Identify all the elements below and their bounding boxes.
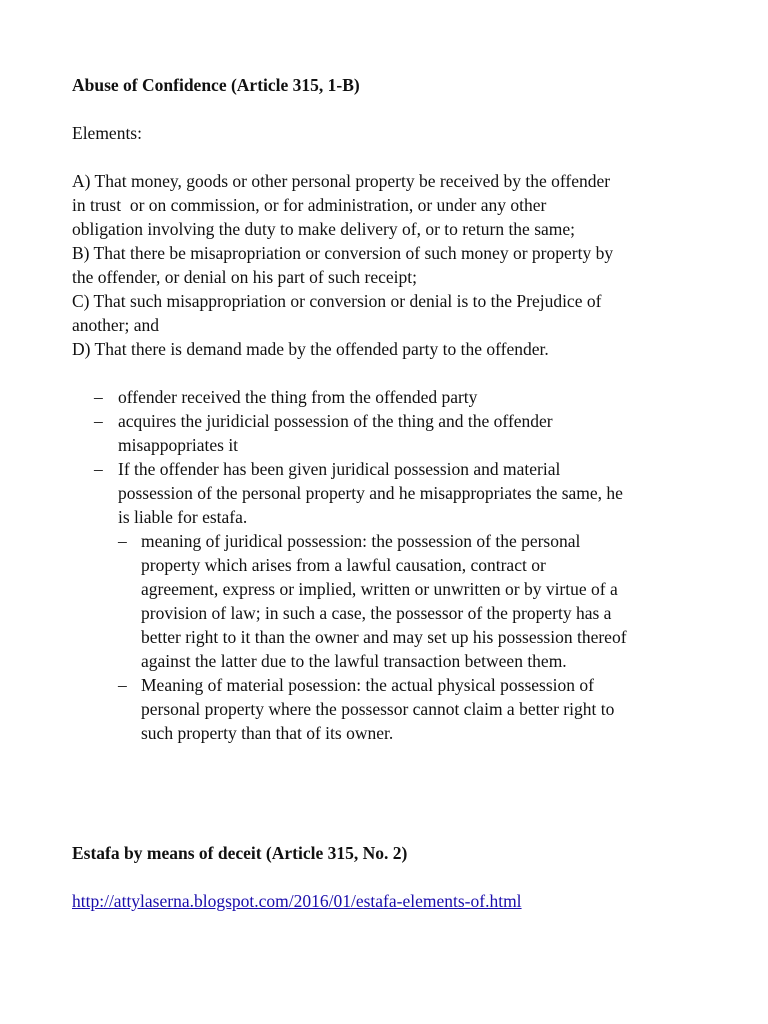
sub-list-item-text: meaning of juridical possession: the possession of the personal [141,531,581,551]
list-item-text: acquires the juridicial possession of the thing and the offender [118,411,553,431]
element-line: obligation involving the duty to make delivery of, or to return the same; [72,219,576,239]
section-heading-abuse-of-confidence: Abuse of Confidence (Article 315, 1-B) [72,75,360,95]
dash-bullet-icon: – [118,675,127,695]
sub-list-item [118,529,712,673]
dash-bullet-icon: – [118,531,127,551]
source-link[interactable]: http://attylaserna.blogspot.com/2016/01/estafa-elements-of.html [72,891,522,911]
dash-bullet-icon: – [94,411,103,431]
list-item-text: possession of the personal property and he misappropriates the same, he [118,483,623,503]
list-item-text: is liable for estafa. [118,507,248,527]
element-line: B) That there be misapropriation or conversion of such money or property by [72,243,614,263]
sub-dash-list [118,529,712,745]
document-page [72,73,712,913]
section-heading-estafa-deceit: Estafa by means of deceit (Article 315, No. 2) [72,843,408,863]
sub-list-item-text: better right to it than the owner and may set up his possession thereof [141,627,627,647]
element-line: A) That money, goods or other personal property be received by the offender [72,171,611,191]
sub-list-item-text: agreement, express or implied, written or unwritten or by virtue of a [141,579,618,599]
list-item [72,457,712,745]
list-item-text: misappopriates it [118,435,239,455]
list-item [72,409,712,457]
sub-list-item-text: provision of law; in such a case, the possessor of the property has a [141,603,612,623]
elements-paragraph [72,169,712,361]
sub-list-item-text: personal property where the possessor cannot claim a better right to [141,699,615,719]
sub-list-item-text: such property than that of its owner. [141,723,394,743]
element-line: in trust or on commission, or for administration, or under any other [72,195,547,215]
sub-list-item [118,673,712,745]
sub-list-item-text: against the latter due to the lawful transaction between them. [141,651,567,671]
list-item-text: offender received the thing from the offended party [118,387,478,407]
dash-list [72,385,712,745]
element-line: D) That there is demand made by the offended party to the offender. [72,339,549,359]
list-item-text: If the offender has been given juridical possession and material [118,459,561,479]
elements-label: Elements: [72,123,142,143]
dash-bullet-icon: – [94,459,103,479]
sub-list-item-text: property which arises from a lawful causation, contract or [141,555,546,575]
list-item [72,385,712,409]
dash-bullet-icon: – [94,387,103,407]
element-line: another; and [72,315,159,335]
element-line: the offender, or denial on his part of such receipt; [72,267,417,287]
element-line: C) That such misappropriation or conversion or denial is to the Prejudice of [72,291,602,311]
sub-list-item-text: Meaning of material posession: the actual physical possession of [141,675,594,695]
